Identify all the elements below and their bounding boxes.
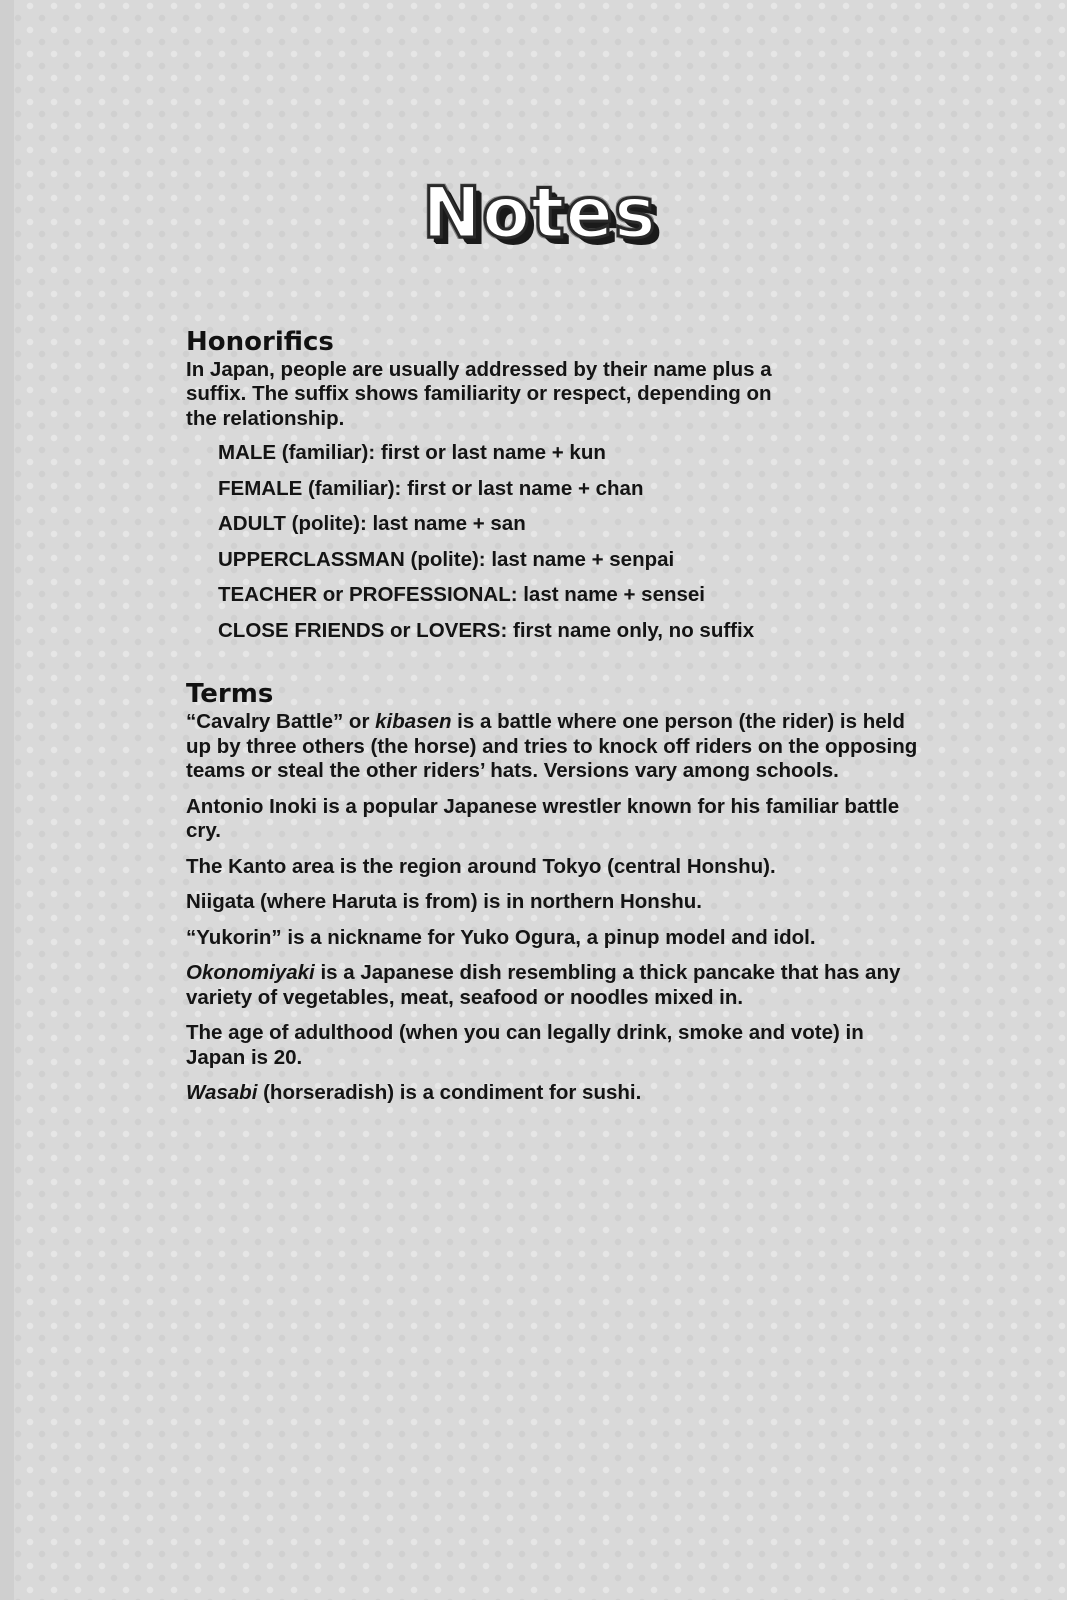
term-okonomiyaki-rest: is a Japanese dish resembling a thick pancake that has any variety of vegetables, meat, seafood or noodles mixed in. <box>186 961 901 1009</box>
page-title: Notes <box>422 172 657 254</box>
suffix-adult: ADULT (polite): last name + san <box>218 512 526 536</box>
term-cavalry-battle <box>186 710 926 784</box>
term-adulthood: The age of adulthood (when you can legally drink, smoke and vote) in Japan is 20. <box>186 1021 864 1069</box>
term-wasabi-rest: (horseradish) is a condiment for sushi. <box>257 1081 642 1105</box>
suffix-close-friends: CLOSE FRIENDS or LOVERS: first name only, no suffix <box>218 618 755 642</box>
term-wasabi-italic: Wasabi <box>186 1081 258 1105</box>
term-wasabi <box>186 1081 926 1106</box>
term-cavalry-part1: “Cavalry Battle” or <box>186 710 376 734</box>
term-okonomiyaki-italic: Okonomiyaki <box>186 961 315 985</box>
term-yukorin: “Yukorin” is a nickname for Yuko Ogura, a pinup model and idol. <box>186 925 816 949</box>
term-niigata: Niigata (where Haruta is from) is in northern Honshu. <box>186 890 702 914</box>
term-cavalry-part2: is a battle where one person (the rider) is held up by three others (the horse) and tries to knock off riders on the opposing teams or steal the other riders’ hats. Versions vary among schools. <box>186 710 918 783</box>
honorifics-heading: Honorifics <box>186 327 334 357</box>
notes-content <box>186 328 926 1117</box>
suffix-upperclassman: UPPERCLASSMAN (polite): last name + senpai <box>218 547 675 571</box>
term-antonio-inoki: Antonio Inoki is a popular Japanese wrestler known for his familiar battle cry. <box>186 794 900 843</box>
term-cavalry-italic: kibasen <box>375 710 452 734</box>
suffix-list <box>186 441 926 643</box>
suffix-female: FEMALE (familiar): first or last name + chan <box>218 476 644 500</box>
term-okonomiyaki <box>186 961 926 1010</box>
suffix-teacher: TEACHER or PROFESSIONAL: last name + sensei <box>218 583 705 607</box>
honorifics-intro: In Japan, people are usually addressed by their name plus a suffix. The suffix shows familiarity or respect, depending on the relationship. <box>186 357 772 430</box>
title-container <box>0 172 1067 254</box>
suffix-male: MALE (familiar): first or last name + kun <box>218 441 606 465</box>
terms-heading: Terms <box>186 679 274 710</box>
term-kanto: The Kanto area is the region around Tokyo (central Honshu). <box>186 854 776 878</box>
